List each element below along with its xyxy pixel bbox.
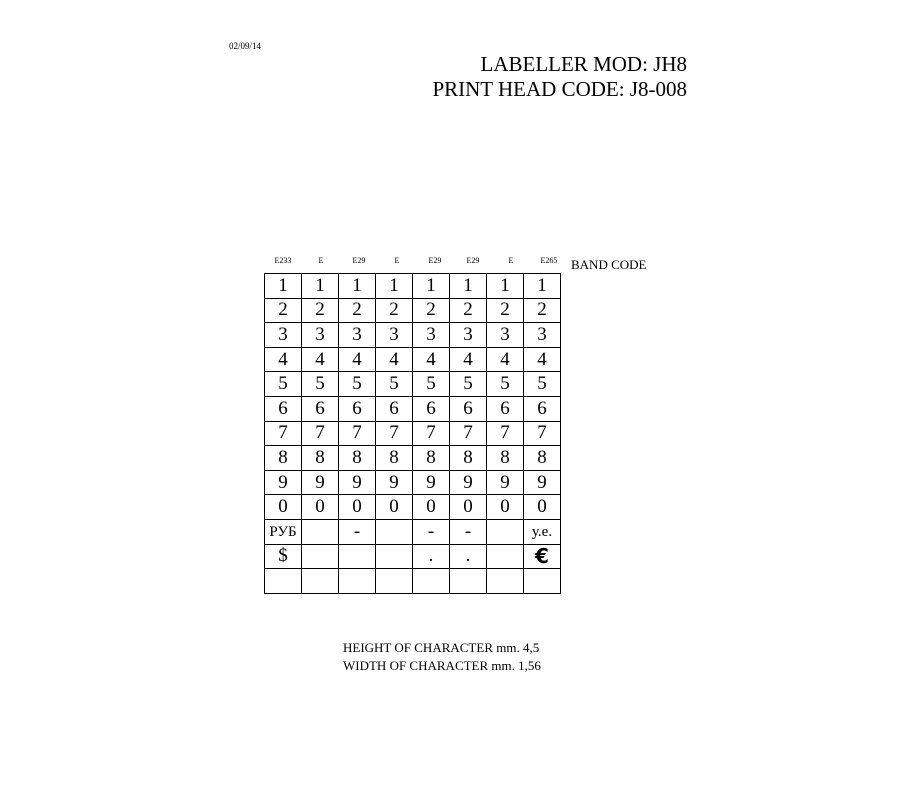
grid-cell: 4 — [339, 347, 376, 372]
grid-cell — [302, 569, 339, 594]
grid-cell: 3 — [413, 323, 450, 348]
print-head-code: PRINT HEAD CODE: J8-008 — [432, 77, 687, 101]
grid-cell: 3 — [302, 323, 339, 348]
grid-cell: 0 — [265, 495, 302, 520]
grid-cell: 7 — [376, 421, 413, 446]
grid-cell: 1 — [265, 274, 302, 299]
labeller-model: LABELLER MOD: JH8 — [480, 52, 687, 76]
grid-cell: 9 — [524, 470, 561, 495]
grid-cell: 0 — [339, 495, 376, 520]
band-code-2: E — [318, 256, 324, 265]
grid-cell: 2 — [413, 298, 450, 323]
band-code-6: E29 — [466, 256, 480, 265]
grid-cell — [339, 544, 376, 569]
grid-row — [265, 372, 561, 397]
grid-cell — [302, 544, 339, 569]
grid-cell: 8 — [413, 446, 450, 471]
grid-cell: 0 — [487, 495, 524, 520]
band-code-label: BAND CODE — [571, 257, 647, 272]
grid-cell: 5 — [524, 372, 561, 397]
grid-cell — [487, 519, 524, 544]
grid-cell: . — [413, 544, 450, 569]
grid-cell: 7 — [413, 421, 450, 446]
grid-cell: 9 — [413, 470, 450, 495]
band-code-3: E29 — [352, 256, 366, 265]
document-header — [432, 52, 687, 102]
grid-cell: - — [339, 519, 376, 544]
grid-row — [265, 470, 561, 495]
grid-cell: 5 — [487, 372, 524, 397]
grid-row — [265, 495, 561, 520]
grid-cell: 0 — [376, 495, 413, 520]
grid-row — [265, 421, 561, 446]
grid-cell: 1 — [450, 274, 487, 299]
grid-cell: 8 — [302, 446, 339, 471]
grid-cell: 9 — [450, 470, 487, 495]
grid-row — [265, 569, 561, 594]
grid-cell: 9 — [487, 470, 524, 495]
grid-cell: 1 — [339, 274, 376, 299]
grid-cell — [487, 544, 524, 569]
grid-cell: 5 — [450, 372, 487, 397]
grid-cell: 3 — [524, 323, 561, 348]
grid-cell: 7 — [339, 421, 376, 446]
grid-cell: 3 — [265, 323, 302, 348]
grid-row — [265, 544, 561, 569]
grid-cell: 5 — [265, 372, 302, 397]
grid-cell: 3 — [376, 323, 413, 348]
grid-cell: 5 — [413, 372, 450, 397]
grid-cell: 6 — [376, 396, 413, 421]
grid-cell: 7 — [524, 421, 561, 446]
band-code-8: E265 — [540, 256, 558, 265]
character-width: WIDTH OF CHARACTER mm. 1,56 — [343, 658, 541, 673]
grid-cell: 5 — [339, 372, 376, 397]
band-code-5: E29 — [428, 256, 442, 265]
grid-row — [265, 347, 561, 372]
grid-cell: - — [413, 519, 450, 544]
grid-cell: 8 — [487, 446, 524, 471]
grid-row — [265, 298, 561, 323]
grid-cell — [487, 569, 524, 594]
grid-row — [265, 519, 561, 544]
grid-cell: 7 — [265, 421, 302, 446]
grid-cell: 1 — [524, 274, 561, 299]
grid-cell: 8 — [450, 446, 487, 471]
grid-cell: 4 — [524, 347, 561, 372]
grid-cell: 9 — [376, 470, 413, 495]
grid-cell — [413, 569, 450, 594]
grid-cell: 5 — [302, 372, 339, 397]
grid-cell: - — [450, 519, 487, 544]
grid-cell: 1 — [302, 274, 339, 299]
grid-cell: 6 — [524, 396, 561, 421]
grid-row — [265, 274, 561, 299]
grid-cell: 7 — [302, 421, 339, 446]
band-code-7: E — [508, 256, 514, 265]
document-date: 02/09/14 — [229, 41, 262, 51]
character-grid — [264, 273, 561, 594]
grid-row — [265, 323, 561, 348]
grid-cell — [339, 569, 376, 594]
grid-cell: 8 — [265, 446, 302, 471]
grid-cell: 4 — [302, 347, 339, 372]
grid-cell: РУБ — [265, 519, 302, 544]
grid-cell: 6 — [450, 396, 487, 421]
grid-cell: 3 — [487, 323, 524, 348]
band-code-row — [264, 256, 568, 270]
grid-cell: 9 — [339, 470, 376, 495]
grid-cell: 1 — [376, 274, 413, 299]
grid-cell: 0 — [450, 495, 487, 520]
grid-cell: 8 — [339, 446, 376, 471]
grid-cell — [376, 519, 413, 544]
character-height: HEIGHT OF CHARACTER mm. 4,5 — [343, 640, 540, 655]
grid-cell: 7 — [450, 421, 487, 446]
grid-cell: 6 — [339, 396, 376, 421]
grid-cell: 2 — [265, 298, 302, 323]
grid-cell: 1 — [487, 274, 524, 299]
grid-row — [265, 446, 561, 471]
grid-cell — [265, 569, 302, 594]
grid-cell — [450, 569, 487, 594]
grid-cell: 2 — [524, 298, 561, 323]
grid-cell: € — [524, 544, 561, 569]
grid-cell: 2 — [450, 298, 487, 323]
grid-cell — [376, 569, 413, 594]
grid-cell: 3 — [450, 323, 487, 348]
grid-cell: 6 — [265, 396, 302, 421]
grid-cell: 0 — [302, 495, 339, 520]
grid-cell: 2 — [302, 298, 339, 323]
grid-row — [265, 396, 561, 421]
grid-cell: 5 — [376, 372, 413, 397]
grid-cell: 2 — [487, 298, 524, 323]
grid-cell: 9 — [302, 470, 339, 495]
grid-cell: 6 — [487, 396, 524, 421]
grid-cell: 4 — [265, 347, 302, 372]
grid-cell: 1 — [413, 274, 450, 299]
grid-cell: 8 — [376, 446, 413, 471]
grid-cell: 4 — [450, 347, 487, 372]
grid-cell: $ — [265, 544, 302, 569]
grid-cell: у.е. — [524, 519, 561, 544]
grid-cell: 4 — [487, 347, 524, 372]
grid-cell: 6 — [413, 396, 450, 421]
grid-cell: 9 — [265, 470, 302, 495]
band-code-1: E233 — [274, 256, 292, 265]
grid-cell — [524, 569, 561, 594]
grid-cell: . — [450, 544, 487, 569]
grid-cell: 4 — [413, 347, 450, 372]
grid-cell — [302, 519, 339, 544]
grid-cell: 0 — [413, 495, 450, 520]
grid-cell: 2 — [339, 298, 376, 323]
grid-cell: 6 — [302, 396, 339, 421]
grid-cell: 4 — [376, 347, 413, 372]
character-dimensions — [343, 639, 541, 675]
grid-cell: 8 — [524, 446, 561, 471]
grid-cell: 7 — [487, 421, 524, 446]
grid-cell: 0 — [524, 495, 561, 520]
grid-cell — [376, 544, 413, 569]
band-code-4: E — [394, 256, 400, 265]
grid-cell: 2 — [376, 298, 413, 323]
grid-cell: 3 — [339, 323, 376, 348]
